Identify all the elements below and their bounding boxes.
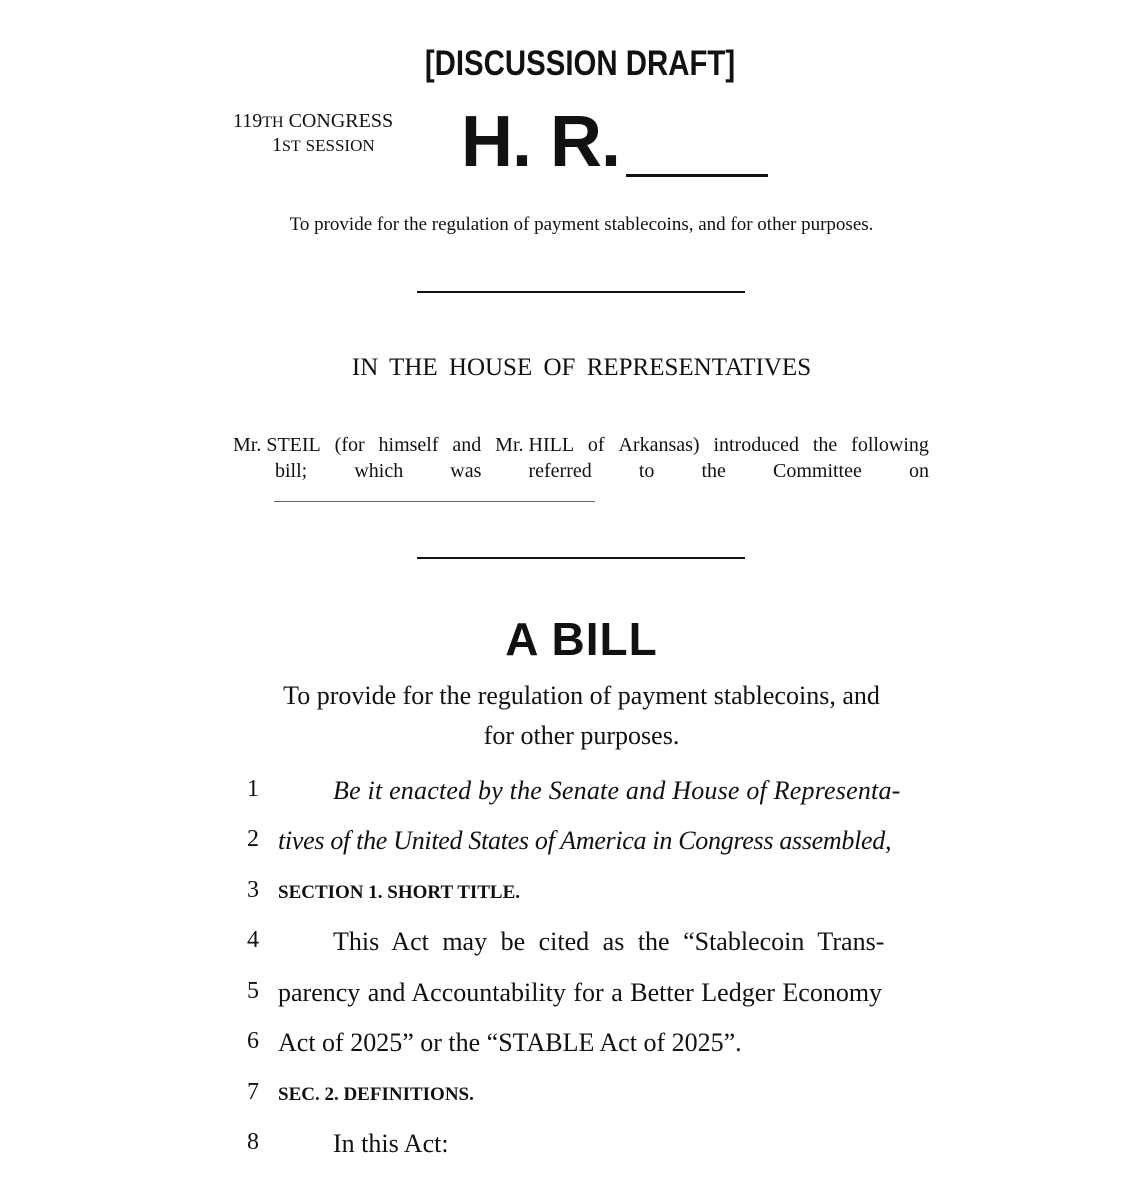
intro-word: of xyxy=(587,434,605,456)
bill-line xyxy=(0,927,1133,967)
bill-heading: A BILL xyxy=(505,613,658,665)
line-number: 2 xyxy=(247,826,259,852)
session-number: 1 xyxy=(272,134,282,156)
long-purpose xyxy=(0,676,1133,756)
intro-word: the xyxy=(701,460,726,482)
intro-word: introduced xyxy=(713,434,799,456)
short-purpose: To provide for the regulation of payment stablecoins, and for other purposes. xyxy=(289,214,874,235)
line-number: 1 xyxy=(247,776,259,802)
intro-word: referred xyxy=(528,460,592,482)
divider-rule xyxy=(417,557,745,559)
intro-word: to xyxy=(638,460,655,482)
intro-word: bill; xyxy=(275,460,308,482)
line-number: 8 xyxy=(247,1129,259,1155)
line-number: 5 xyxy=(247,978,259,1004)
line-text: Act of 2025” or the “STABLE Act of 2025”. xyxy=(278,1028,742,1057)
bill-number-blank xyxy=(626,174,768,177)
line-text: This Act may be cited as the “Stablecoin Trans- xyxy=(333,927,885,956)
intro-word: Mr. STEIL xyxy=(233,434,321,456)
congress-number: 119 xyxy=(233,110,263,132)
intro-word: Arkansas) xyxy=(618,434,700,456)
draft-label: [DISCUSSION DRAFT] xyxy=(424,44,736,83)
bill-line xyxy=(0,1028,1133,1068)
intro-word: the xyxy=(812,434,838,456)
bill-line xyxy=(0,776,1133,816)
long-purpose-line-1: To provide for the regulation of payment stablecoins, and xyxy=(283,681,880,710)
intro-word: (for xyxy=(334,434,365,456)
introduction-paragraph xyxy=(233,432,929,484)
line-number: 7 xyxy=(247,1079,259,1105)
intro-word: which xyxy=(354,460,404,482)
bill-line xyxy=(0,978,1133,1018)
congress-line xyxy=(233,110,393,134)
line-text: Be it enacted by the Senate and House of Representa- xyxy=(333,776,901,805)
bill-number-prefix: H. R. xyxy=(461,102,621,182)
intro-word: himself xyxy=(378,434,439,456)
intro-word: Mr. HILL xyxy=(495,434,575,456)
intro-word: and xyxy=(452,434,482,456)
long-purpose-line-2: for other purposes. xyxy=(483,721,680,750)
session-suffix: ST xyxy=(282,138,301,155)
chamber-heading: IN THE HOUSE OF REPRESENTATIVES xyxy=(351,354,812,381)
introduction-line-1 xyxy=(233,432,929,458)
line-number: 3 xyxy=(247,877,259,903)
line-text: tives of the United States of America in Congress assembled, xyxy=(278,826,892,855)
section-heading: SECTION 1. SHORT TITLE. xyxy=(278,882,521,903)
committee-blank-line xyxy=(274,501,595,502)
intro-word: was xyxy=(450,460,482,482)
line-number: 4 xyxy=(247,927,259,953)
intro-word: Committee xyxy=(772,460,862,482)
bill-line xyxy=(0,877,1133,917)
introduction-line-2 xyxy=(275,458,929,484)
intro-word: following xyxy=(851,434,929,456)
congress-word: CONGRESS xyxy=(288,110,394,132)
section-heading: SEC. 2. DEFINITIONS. xyxy=(278,1084,474,1105)
divider-rule xyxy=(417,291,745,293)
bill-line xyxy=(0,1129,1133,1169)
intro-word: on xyxy=(908,460,929,482)
line-number: 6 xyxy=(247,1028,259,1054)
congress-session-block xyxy=(233,110,393,158)
line-text: parency and Accountability for a Better Ledger Economy xyxy=(278,978,883,1007)
session-word: SESSION xyxy=(305,136,375,155)
congress-suffix: TH xyxy=(262,114,284,131)
bill-line xyxy=(0,826,1133,866)
session-line xyxy=(233,134,393,158)
bill-line xyxy=(0,1079,1133,1119)
line-text: In this Act: xyxy=(333,1129,449,1158)
